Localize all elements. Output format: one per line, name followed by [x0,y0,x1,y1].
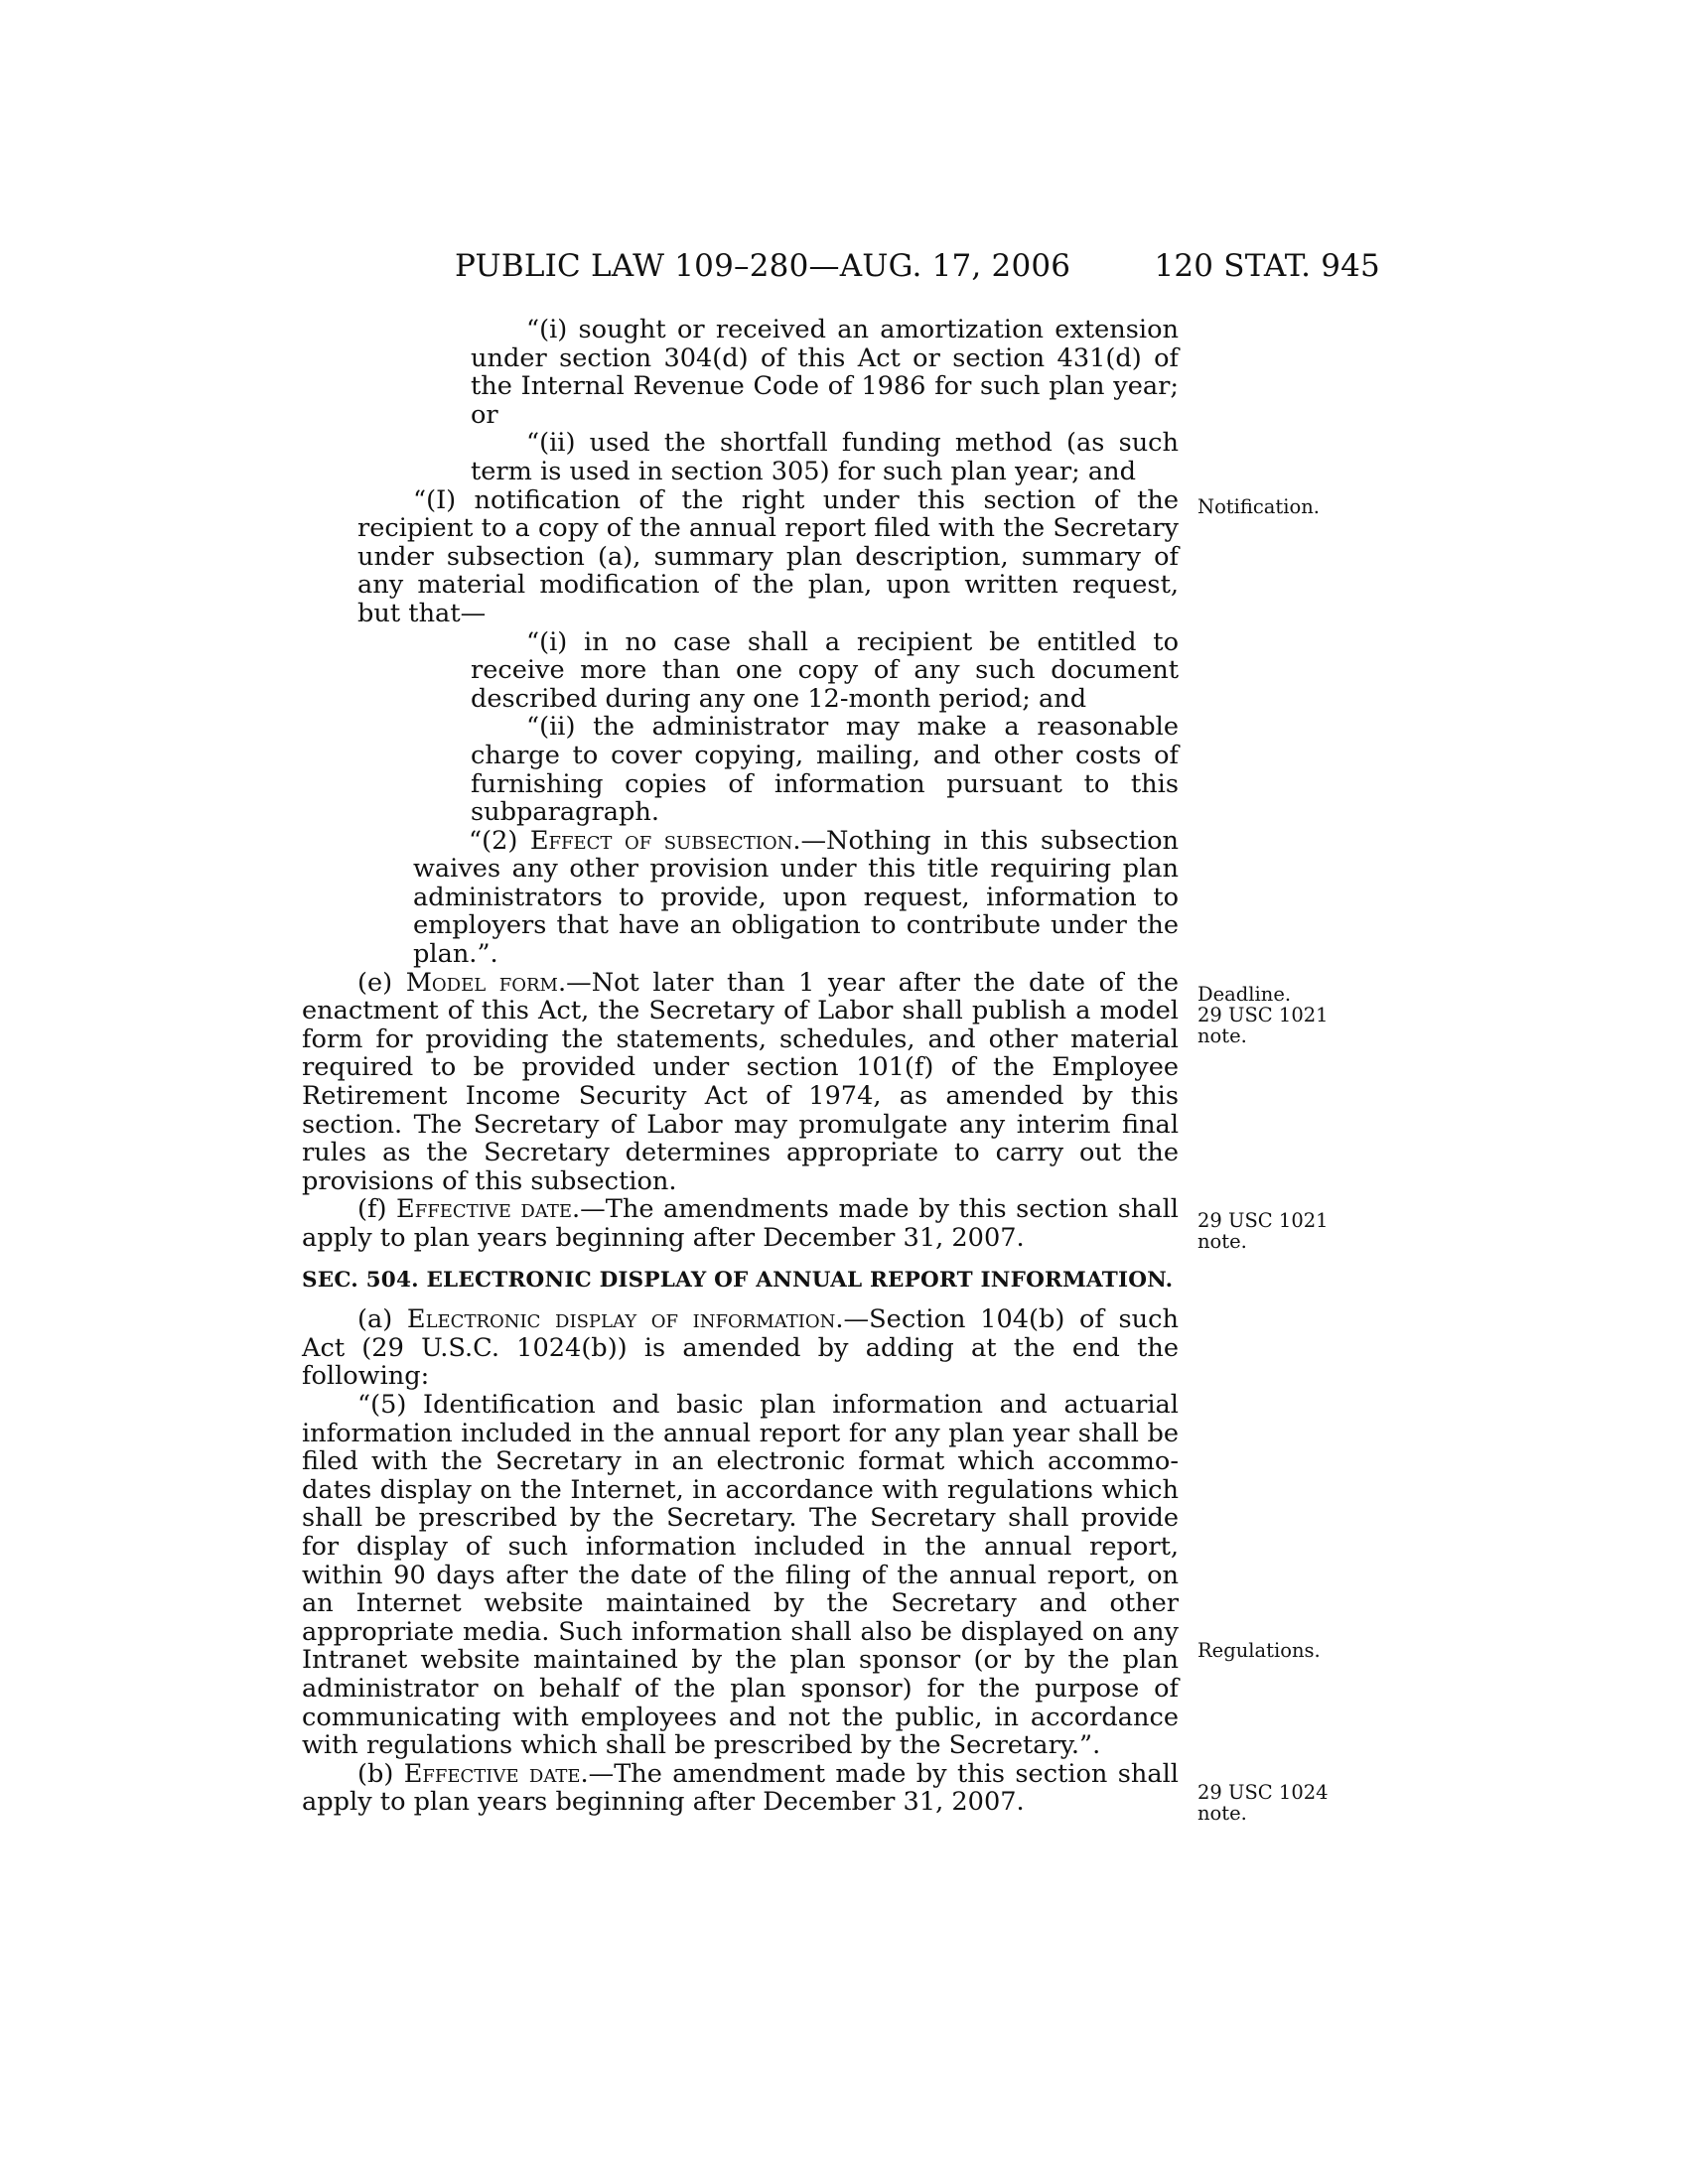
paragraph-2-effect: “(2) Effect of subsection.—Nothing in this subsection waives any other provision under this title requiring plan administrators to provide, upon request, information to employers that have an obligation to contribute under the plan.”. [413,825,1179,970]
clause-i-amortization: “(i) sought or received an amortization extension under section 304(d) of this Act or section 431(d) of the Internal Revenue Code of 1986 for such plan year; or [471,315,1179,430]
margin-note-usc-1021: 29 USC 1021 note. [1197,1209,1329,1253]
clause-ii-charge: “(ii) the administrator may make a reasonable charge to cover copying, mailing, and other costs of furnishing copies of information pursuant to this subparagraph. [471,712,1179,828]
subparagraph-I-notification: “(I) notification of the right under this section of the recipient to a copy of the annual report filed with the Secretary under subsection (a), summary plan description, summary of any material modification of the plan, upon written request, but that— [357,484,1179,628]
margin-note-deadline: Deadline. 29 USC 1021 note. [1197,983,1329,1047]
clause-i-copy-limit: “(i) in no case shall a recipient be entitled to receive more than one copy of any such document described during any one 12-month period; and [471,626,1179,714]
caption-effective-date-b: Effective date [403,1758,581,1789]
caption-effect-of-subsection: Effect of subsection [529,825,793,856]
margin-note-usc-1024: 29 USC 1024 note. [1197,1781,1329,1825]
margin-note-notification: Notification. [1197,495,1320,518]
caption-effective-date: Effective date [396,1194,573,1225]
page-number: 120 STAT. 945 [1154,248,1380,284]
caption-model-form: Model form [405,967,558,998]
caption-electronic-display: Electronic display of information [406,1304,836,1335]
subsection-b-effective-date: (b) Effective date.—The amendment made by this section shall apply to plan years beginning after December 31, 2007. [302,1758,1179,1818]
subsection-a-electronic-display: (a) Electronic display of information.—Section 104(b) of such Act (29 U.S.C. 1024(b)) is amended by adding at the end the following: [302,1304,1179,1392]
subsection-e-model-form: (e) Model form.—Not later than 1 year after the date of the enactment of this Act, the Secretary of Labor shall publish a model form for providing the statements, schedules, and other material required to be provided under section 101(f) of the Employee Retirement Income Security Act of 1974, as amended by this section. The Secretary of Labor may promulgate any interim final rules as the Secretary determines appropriate to carry out the provisions of this subsection. [302,967,1179,1196]
section-heading: SEC. 504. ELECTRONIC DISPLAY OF ANNUAL REPORT INFORMATION. [302,1267,1174,1293]
header-title: PUBLIC LAW 109–280—AUG. 17, 2006 [455,248,1071,284]
document-body [302,316,1179,1817]
paragraph-5-identification: “(5) Identification and basic plan information and actuarial information included in the annual report for any plan year shall be filed with the Secretary in an electronic format which accommodates display on the Internet, in accordance with regulations which shall be prescribed by the Secretary. The Secretary shall provide for display of such information included in the annual report, within 90 days after the date of the filing of the annual report, on an Internet website maintained by the Secretary and other appropriate media. Such information shall also be displayed on any Intranet website maintained by the plan sponsor (or by the plan administrator on behalf of the plan sponsor) for the purpose of communicating with employees and not the public, in accordance with regulations which shall be prescribed by the Secretary.”. [302,1389,1179,1761]
margin-note-regulations: Regulations. [1197,1639,1321,1662]
clause-ii-shortfall: “(ii) used the shortfall funding method (as such term is used in section 305) for such plan year; and [471,428,1179,486]
subsection-f-effective-date: (f) Effective date.—The amendments made by this section shall apply to plan years beginning after December 31, 2007. [302,1194,1179,1253]
